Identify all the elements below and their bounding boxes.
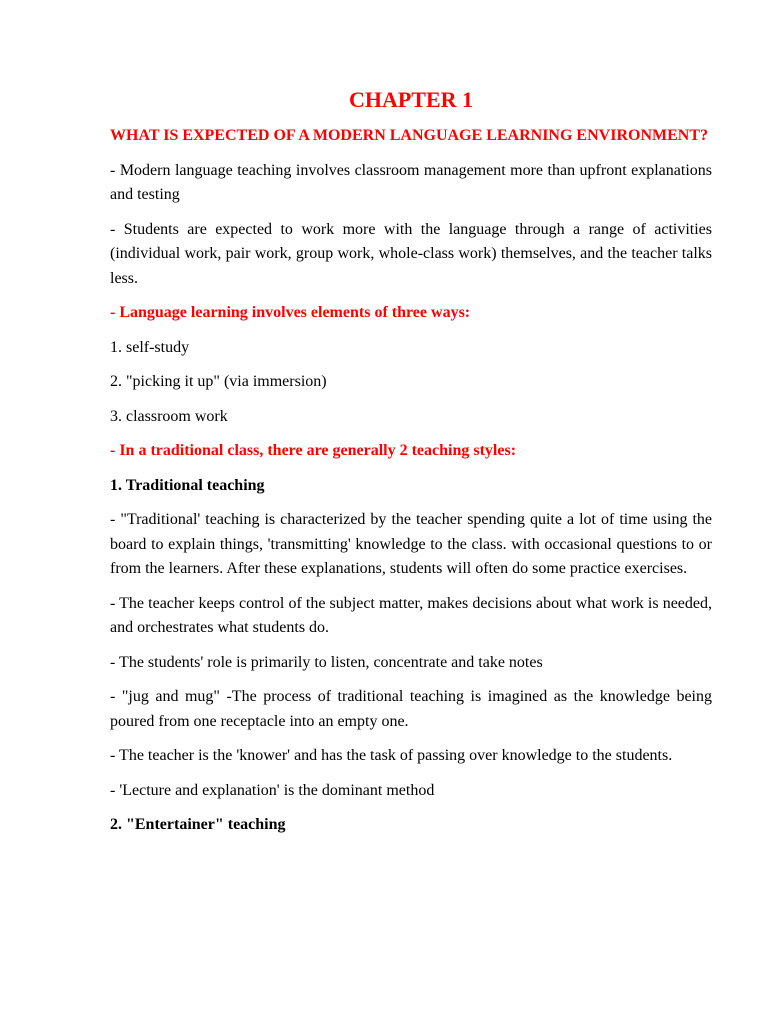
style2-heading: 2. "Entertainer" teaching [110, 816, 286, 833]
style1-heading: 1. Traditional teaching [110, 476, 265, 494]
chapter-title: CHAPTER 1 [348, 87, 474, 112]
document-page [110, 86, 712, 848]
way-item-1: 1. self-study [110, 338, 190, 356]
intro-point-2: - Students are expected to work more with the language through a range of activities (individual work, pair work, group work, whole-class work) themselves, and the teacher talks less. [110, 220, 712, 287]
intro-point-1: - Modern language teaching involves classroom management more than upfront explanations and testing [110, 161, 712, 203]
ways-heading: - Language learning involves elements of three ways: [110, 304, 471, 321]
way-item-2: 2. "picking it up" (via immersion) [110, 373, 327, 390]
way-item-3: 3. classroom work [110, 407, 228, 425]
style1-point-1: - "Traditional' teaching is characterized by the teacher spending quite a lot of time using the board to explain things, 'transmitting' knowledge to the class. with occasional questions to or from the learners. After these explanations, students will often do some practice exercises. [110, 511, 712, 577]
styles-heading: - In a traditional class, there are generally 2 teaching styles: [110, 442, 517, 459]
style1-point-4: - "jug and mug" -The process of traditional teaching is imagined as the knowledge being poured from one receptacle into an empty one. [110, 688, 712, 730]
style1-point-3: - The students' role is primarily to listen, concentrate and take notes [110, 653, 543, 671]
style1-point-2: - The teacher keeps control of the subject matter, makes decisions about what work is needed, and orchestrates what students do. [110, 594, 712, 636]
style1-point-5: - The teacher is the 'knower' and has the task of passing over knowledge to the students. [110, 747, 673, 764]
style1-point-6: - 'Lecture and explanation' is the dominant method [110, 781, 435, 799]
section-heading: WHAT IS EXPECTED OF A MODERN LANGUAGE LEARNING ENVIRONMENT? [110, 127, 708, 144]
